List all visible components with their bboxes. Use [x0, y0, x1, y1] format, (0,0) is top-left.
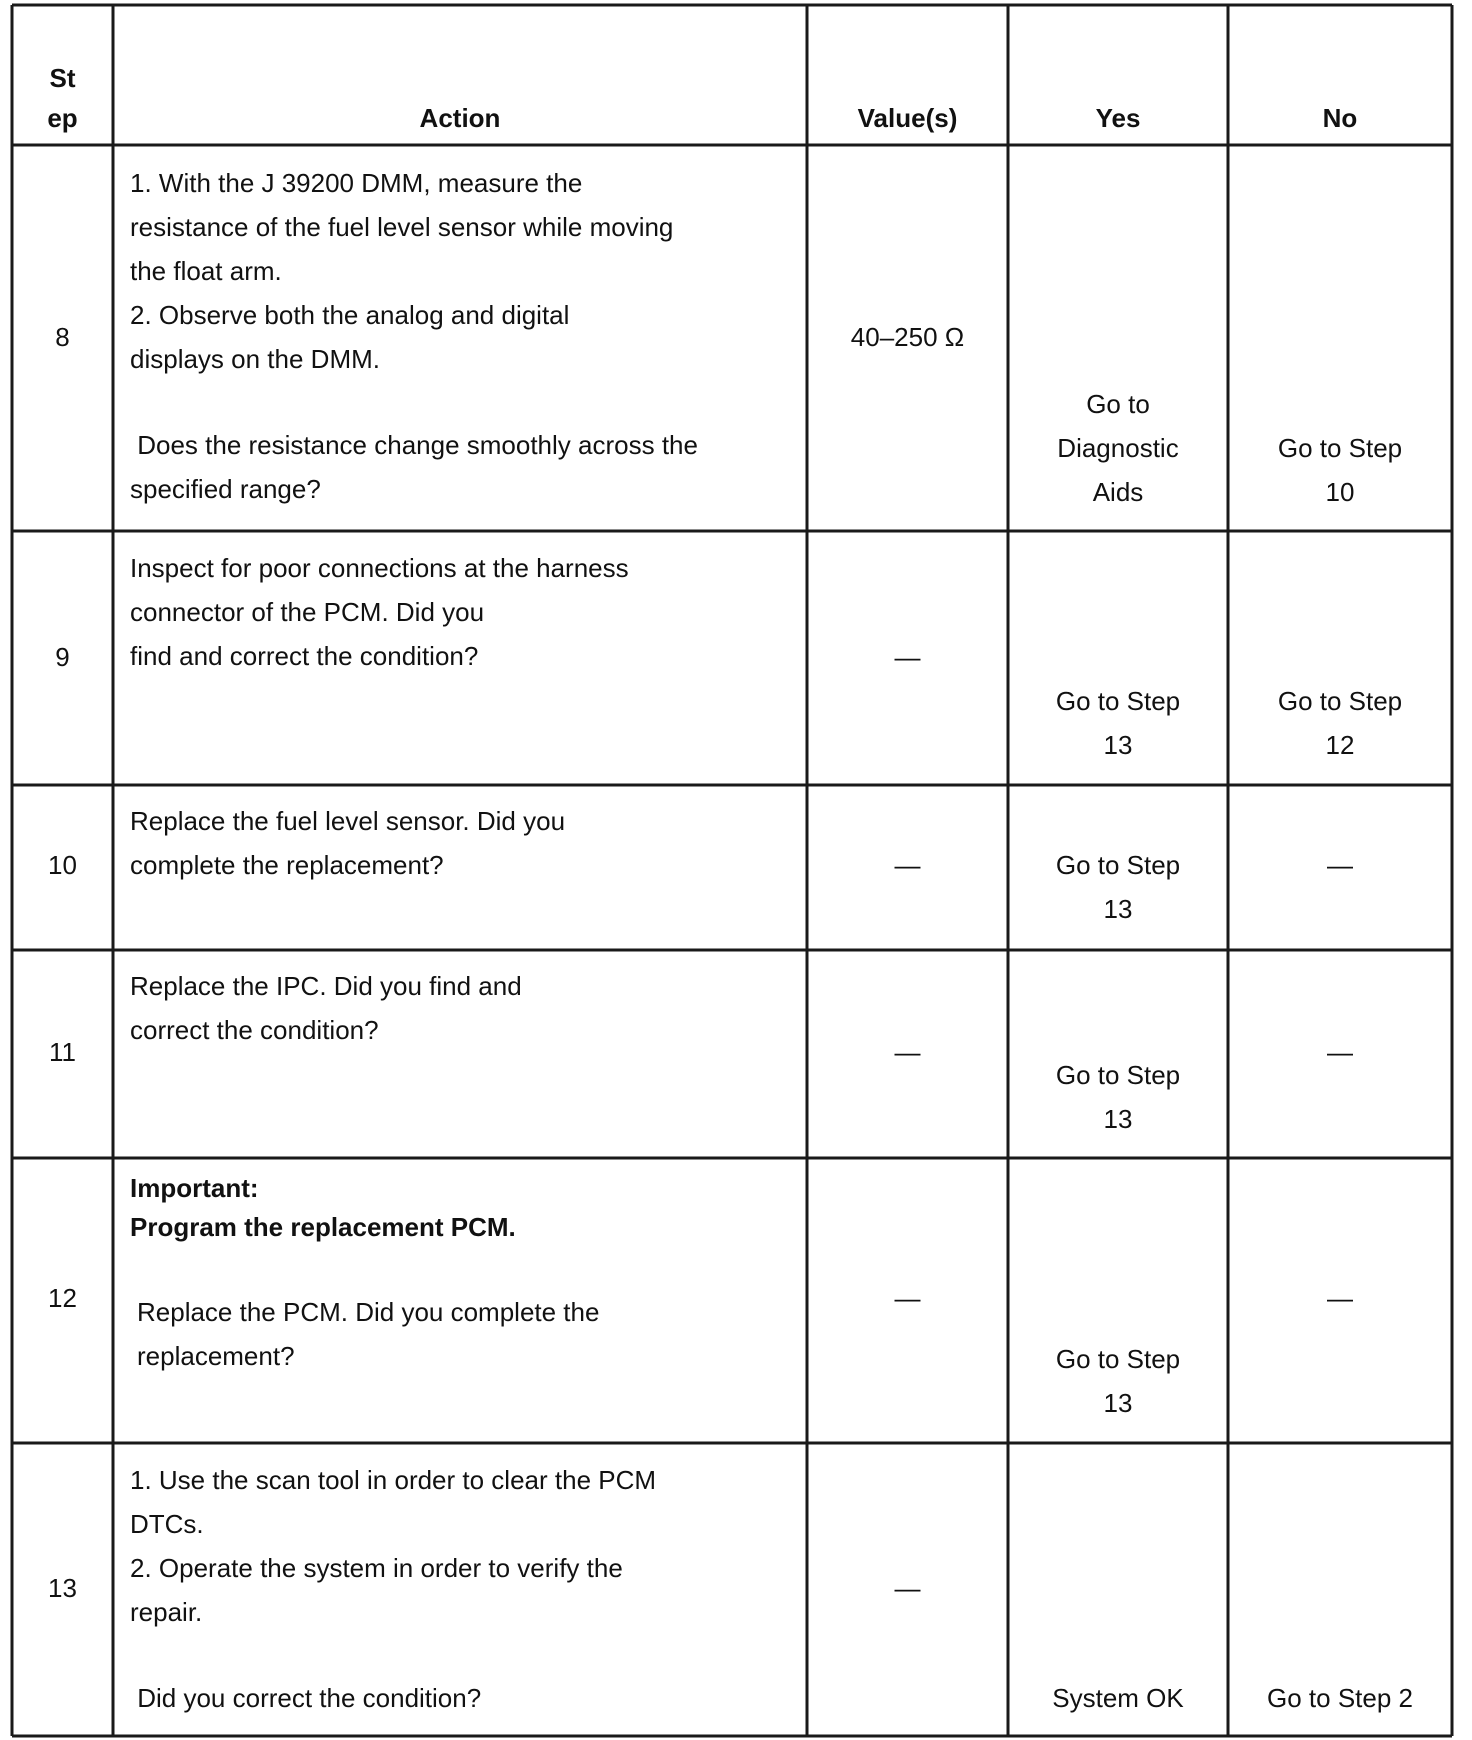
- action-line: connector of the PCM. Did you: [130, 597, 485, 627]
- action-line: Replace the IPC. Did you find and: [130, 971, 522, 1001]
- yes-text: System OK: [1052, 1683, 1184, 1713]
- action-text: [130, 161, 800, 511]
- no-text: —: [1327, 850, 1353, 880]
- no-text: —: [1327, 1283, 1353, 1313]
- action-line: replacement?: [137, 1341, 295, 1371]
- action-line: Inspect for poor connections at the harness: [130, 553, 629, 583]
- action-line: 2. Observe both the analog and digital: [130, 300, 570, 330]
- header-values: Value(s): [857, 103, 958, 133]
- action-line: displays on the DMM.: [130, 344, 380, 374]
- value-text: —: [894, 642, 921, 672]
- action-line: 2. Operate the system in order to verify the: [130, 1553, 623, 1583]
- no-text: Go to Step 2: [1267, 1683, 1413, 1713]
- header-step-line1: St: [49, 63, 76, 93]
- value-text: —: [894, 1283, 921, 1313]
- action-text: [130, 1458, 800, 1720]
- no-text: Go to Step 10: [1277, 433, 1403, 507]
- step-number: 8: [55, 322, 70, 352]
- action-line: Does the resistance change smoothly across the: [130, 430, 698, 460]
- yes-text: Go to Diagnostic Aids: [1057, 389, 1179, 507]
- action-line: resistance of the fuel level sensor while moving: [130, 212, 674, 242]
- header-action: Action: [419, 103, 501, 133]
- action-text: [137, 1290, 797, 1378]
- action-line: DTCs.: [130, 1509, 204, 1539]
- action-line: Replace the fuel level sensor. Did you: [130, 806, 566, 836]
- value-text: 40–250 Ω: [850, 322, 965, 352]
- no-text: —: [1327, 1037, 1353, 1067]
- action-line: correct the condition?: [130, 1015, 379, 1045]
- header-step-line2: ep: [47, 103, 78, 133]
- action-line: Did you correct the condition?: [130, 1683, 482, 1713]
- action-line: 1. With the J 39200 DMM, measure the: [130, 168, 583, 198]
- header-no: No: [1322, 103, 1358, 133]
- header-yes: Yes: [1095, 103, 1141, 133]
- yes-text: Go to Step 13: [1055, 1344, 1181, 1418]
- action-text: [130, 799, 800, 887]
- no-text: Go to Step 12: [1277, 686, 1403, 760]
- step-number: 13: [48, 1573, 77, 1603]
- yes-text: Go to Step 13: [1055, 686, 1181, 760]
- step-number: 12: [48, 1283, 77, 1313]
- action-text: [130, 546, 800, 678]
- action-line: the float arm.: [130, 256, 282, 286]
- step-number: 10: [48, 850, 77, 880]
- step-number: 11: [49, 1037, 76, 1067]
- step-number: 9: [55, 642, 70, 672]
- action-line: complete the replacement?: [130, 850, 444, 880]
- action-line: Replace the PCM. Did you complete the: [137, 1297, 600, 1327]
- important-text: Program the replacement PCM.: [130, 1212, 516, 1242]
- action-line: 1. Use the scan tool in order to clear the PCM: [130, 1465, 657, 1495]
- value-text: —: [894, 1573, 921, 1603]
- value-text: —: [894, 850, 921, 880]
- yes-text: Go to Step 13: [1055, 1060, 1181, 1134]
- action-line: specified range?: [130, 474, 321, 504]
- value-text: —: [894, 1037, 921, 1067]
- important-label: Important:: [130, 1173, 259, 1203]
- action-text: [130, 964, 800, 1052]
- action-line: find and correct the condition?: [130, 641, 479, 671]
- yes-text: Go to Step 13: [1055, 850, 1181, 924]
- action-line: repair.: [130, 1597, 203, 1627]
- header-step: [12, 58, 113, 138]
